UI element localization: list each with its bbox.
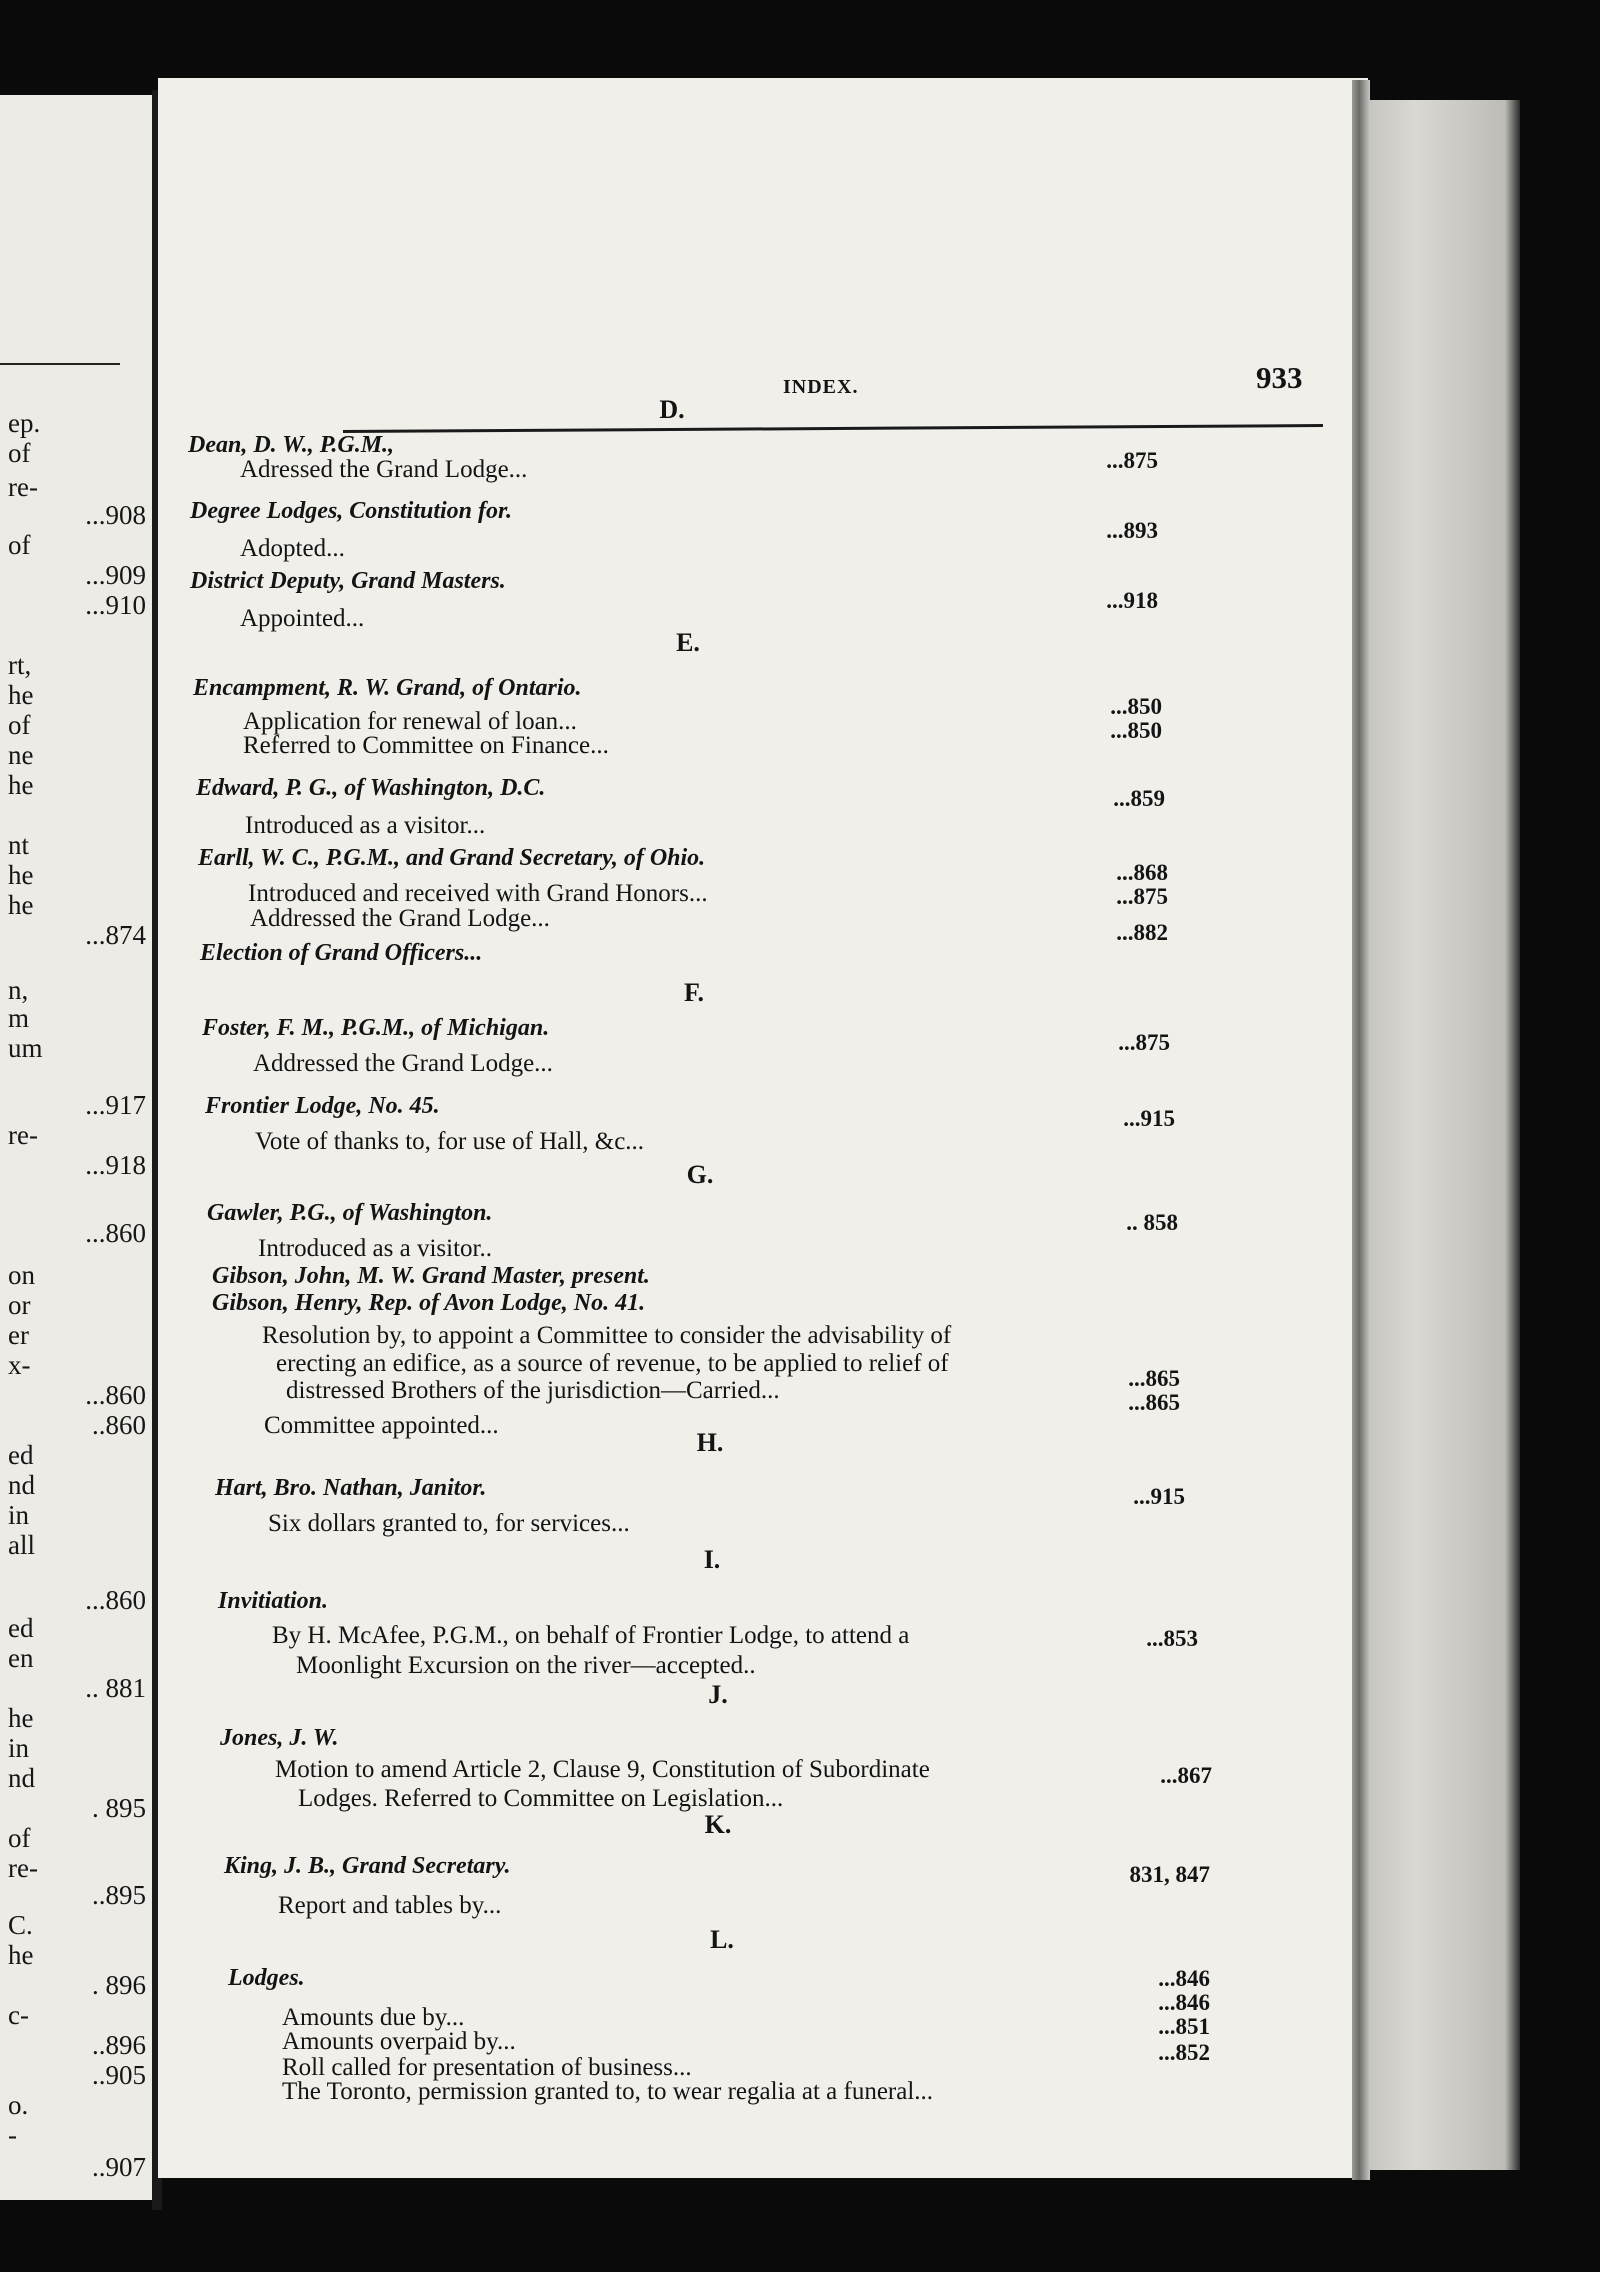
previous-page-fragment-line: . 896	[92, 1970, 146, 2000]
previous-page-fragment-line: m	[8, 1003, 30, 1033]
previous-page-fragment-line: ...874	[85, 920, 146, 950]
previous-page-fragment-line: nd	[8, 1470, 35, 1500]
index-subentry: Appointed...	[240, 605, 365, 632]
previous-page-fragment-line: ...917	[85, 1090, 146, 1120]
previous-page-fragment-line: re-	[8, 1853, 38, 1883]
index-subentry: erecting an edifice, as a source of revenue, to be applied to relief of	[276, 1350, 949, 1377]
previous-page-fragment-line: ed	[8, 1613, 34, 1643]
index-subentry: Application for renewal of loan...	[243, 708, 577, 735]
section-letter: E.	[676, 628, 700, 657]
previous-page-fragment-line: in	[8, 1500, 30, 1530]
section-letter: K.	[704, 1810, 732, 1839]
page-reference: 831, 847	[1129, 1862, 1210, 1887]
index-subentry: Amounts overpaid by...	[282, 2028, 516, 2055]
index-subentry: Motion to amend Article 2, Clause 9, Constitution of Subordinate	[275, 1756, 930, 1783]
index-subentry: Addressed the Grand Lodge...	[253, 1050, 553, 1077]
page-reference: .. 858	[1126, 1210, 1178, 1235]
previous-page-fragment-line: of	[8, 710, 31, 740]
index-subentry: Lodges. Referred to Committee on Legislation...	[298, 1785, 784, 1812]
previous-page-fragment-line: ..860	[92, 1410, 146, 1440]
previous-page-fragment-line: ..907	[92, 2152, 146, 2182]
previous-page-fragment-line: he	[8, 1703, 34, 1733]
index-entry-heading: Election of Grand Officers...	[200, 940, 483, 966]
index-subentry: Moonlight Excursion on the river—accepted..	[296, 1652, 756, 1679]
index-entry-heading: Foster, F. M., P.G.M., of Michigan.	[202, 1015, 550, 1041]
index-entry-heading: Gibson, John, M. W. Grand Master, present.	[212, 1263, 650, 1289]
index-subentry: Introduced and received with Grand Honors...	[248, 880, 708, 907]
index-entry-heading: Jones, J. W.	[220, 1725, 339, 1751]
index-entry-heading: Degree Lodges, Constitution for.	[190, 498, 513, 524]
section-letter: I.	[703, 1545, 721, 1574]
previous-page-fragment-line: ..896	[92, 2030, 146, 2060]
previous-page-fragment-line: ...910	[85, 590, 146, 620]
previous-page-fragment-line: ed	[8, 1440, 34, 1470]
page-reference: ...865	[1128, 1366, 1180, 1391]
page-number: 933	[1256, 360, 1303, 395]
page-reference: ...846	[1158, 1966, 1210, 1991]
previous-page-fragment-line: ne	[8, 740, 34, 770]
previous-page-fragment-line: ...860	[85, 1585, 146, 1615]
previous-page-fragment-line: x-	[8, 1350, 31, 1380]
page-reference: ...875	[1106, 448, 1158, 473]
index-subentry: Six dollars granted to, for services...	[268, 1510, 630, 1537]
index-page	[158, 78, 1368, 2178]
previous-page-fragment-line: all	[8, 1530, 35, 1560]
index-subentry: Referred to Committee on Finance...	[243, 732, 609, 759]
page-reference: ...918	[1106, 588, 1158, 613]
index-subentry: By H. McAfee, P.G.M., on behalf of Frontier Lodge, to attend a	[272, 1622, 910, 1649]
previous-page-fragment-line: on	[8, 1260, 35, 1290]
previous-page-fragment-line: .. 881	[85, 1673, 146, 1703]
previous-page-fragment-line: um	[8, 1033, 43, 1063]
previous-page-fragment-line: he	[8, 890, 34, 920]
page-reference: ...859	[1113, 786, 1165, 811]
page-reference: ...853	[1146, 1626, 1198, 1651]
index-subentry: Committee appointed...	[264, 1412, 499, 1439]
previous-page-fragment-line: ...860	[85, 1218, 146, 1248]
previous-page-fragment-line: ...918	[85, 1150, 146, 1180]
previous-page-fragment-line: of	[8, 530, 31, 560]
index-entry-heading: Encampment, R. W. Grand, of Ontario.	[193, 675, 582, 701]
previous-page-fragment-line: re-	[8, 472, 38, 502]
index-subentry: Introduced as a visitor..	[258, 1235, 492, 1262]
index-entry-heading: Gawler, P.G., of Washington.	[207, 1200, 493, 1226]
page-reference: ...850	[1110, 718, 1162, 743]
index-entry-heading: Lodges.	[228, 1965, 305, 1991]
previous-page-fragment-line: he	[8, 770, 34, 800]
previous-page-fragment-line: ..895	[92, 1880, 146, 1910]
index-subentry: Addressed the Grand Lodge...	[250, 905, 550, 932]
previous-page-fragment-line: . 895	[92, 1793, 146, 1823]
previous-page-fragment-line: re-	[8, 1120, 38, 1150]
page-reference: ...882	[1116, 920, 1168, 945]
page-reference: ...851	[1158, 2014, 1210, 2039]
index-subentry: Amounts due by...	[282, 2004, 465, 2031]
index-subentry: Resolution by, to appoint a Committee to consider the advisability of	[262, 1322, 952, 1349]
index-entry-heading: Frontier Lodge, No. 45.	[205, 1093, 440, 1119]
previous-page-fragment-line: C.	[8, 1910, 33, 1940]
page-reference: ...893	[1106, 518, 1158, 543]
previous-page-fragment-line: ep.	[8, 408, 41, 438]
index-entry-heading: Invitiation.	[218, 1588, 329, 1614]
page-reference: ...850	[1110, 694, 1162, 719]
section-letter: D.	[659, 395, 685, 424]
previous-page-fragment-line: he	[8, 680, 34, 710]
index-entry-heading: District Deputy, Grand Masters.	[190, 568, 506, 594]
index-subentry: Adressed the Grand Lodge...	[240, 456, 528, 483]
page-reference: ...915	[1133, 1484, 1185, 1509]
previous-page-fragment-line: he	[8, 1940, 34, 1970]
previous-page-fragment-line: ...908	[85, 500, 146, 530]
page-reference: ...875	[1118, 1030, 1170, 1055]
index-entry-heading: Gibson, Henry, Rep. of Avon Lodge, No. 41.	[212, 1290, 646, 1316]
page-edge	[1352, 80, 1370, 2180]
previous-page-fragment-line: or	[8, 1290, 31, 1320]
header-rule	[343, 424, 1323, 433]
index-subentry: The Toronto, permission granted to, to wear regalia at a funeral...	[282, 2078, 934, 2105]
running-head: INDEX.	[783, 376, 859, 398]
page-reference: ...915	[1123, 1106, 1175, 1131]
previous-page-fragment-line: rt,	[8, 650, 32, 680]
previous-page-fragment-line: en	[8, 1643, 34, 1673]
previous-page-fragment-line: ..905	[92, 2060, 146, 2090]
section-letter: L.	[710, 1925, 734, 1954]
page-reference: ...852	[1158, 2040, 1210, 2065]
index-subentry: Report and tables by...	[278, 1892, 502, 1919]
previous-page-fragment-line: er	[8, 1320, 29, 1350]
page-reference: ...865	[1128, 1390, 1180, 1415]
page-reference: ...867	[1160, 1763, 1212, 1788]
index-entry-heading: Earll, W. C., P.G.M., and Grand Secretary, of Ohio.	[198, 845, 706, 871]
previous-page-fragment-line: he	[8, 860, 34, 890]
index-entry-heading: Edward, P. G., of Washington, D.C.	[196, 775, 546, 801]
section-letter: F.	[684, 978, 704, 1007]
section-letter: J.	[708, 1680, 728, 1709]
previous-page-fragment-line: of	[8, 438, 31, 468]
section-letter: H.	[696, 1428, 724, 1457]
index-subentry: Adopted...	[240, 535, 345, 562]
index-entry-heading: King, J. B., Grand Secretary.	[224, 1853, 511, 1879]
previous-page-fragment-line: in	[8, 1733, 30, 1763]
page-reference: ...868	[1116, 860, 1168, 885]
previous-page-fragment-line: ...909	[85, 560, 146, 590]
index-entry-heading: Hart, Bro. Nathan, Janitor.	[215, 1475, 487, 1501]
previous-page-fragment	[0, 95, 152, 2200]
index-subentry: Introduced as a visitor...	[245, 812, 486, 839]
previous-page-fragment-line: c-	[8, 2000, 29, 2030]
index-entry-heading: Dean, D. W., P.G.M.,	[188, 432, 395, 458]
previous-page-fragment-line: nt	[8, 830, 30, 860]
previous-page-fragment-line: of	[8, 1823, 31, 1853]
previous-page-fragment-line: -	[8, 2120, 17, 2150]
index-subentry: distressed Brothers of the jurisdiction—Carried...	[286, 1377, 780, 1404]
section-letter: G.	[686, 1160, 714, 1189]
previous-page-fragment-line: o.	[8, 2090, 29, 2120]
page-reference: ...846	[1158, 1990, 1210, 2015]
book-edge	[1370, 100, 1520, 2170]
index-subentry: Vote of thanks to, for use of Hall, &c...	[255, 1128, 645, 1155]
page-reference: ...875	[1116, 884, 1168, 909]
previous-page-fragment-line: ...860	[85, 1380, 146, 1410]
previous-page-fragment-line: nd	[8, 1763, 35, 1793]
index-subentry: Roll called for presentation of business...	[282, 2054, 692, 2081]
previous-page-fragment-line: n,	[8, 975, 29, 1005]
previous-page-text	[0, 95, 152, 2200]
